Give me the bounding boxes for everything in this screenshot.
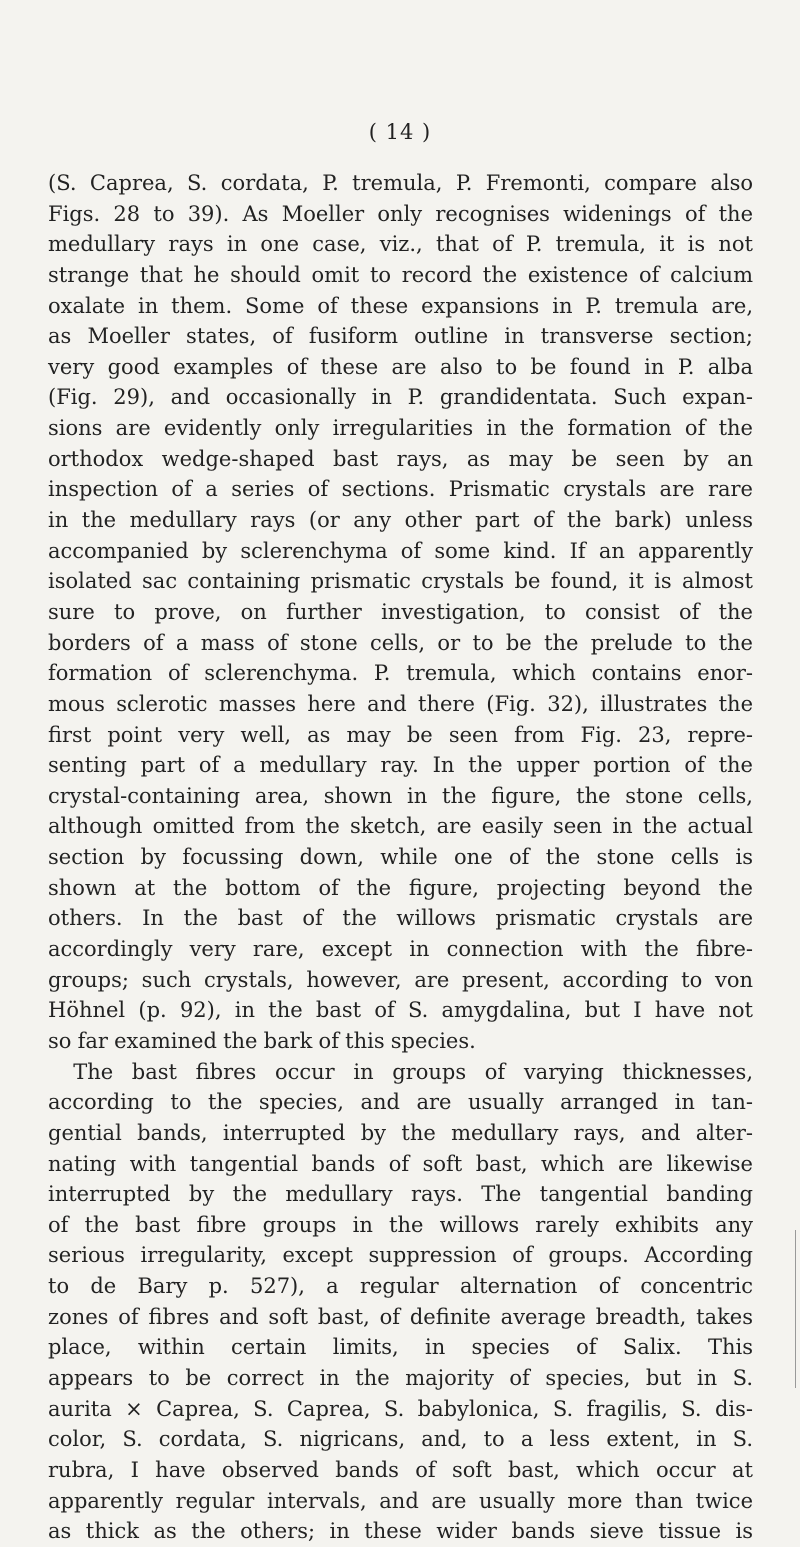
text-line: The bast fibres occur in groups of varying thicknesses,	[73, 1059, 753, 1084]
text-line: so far examined the bark of this species.	[48, 1028, 476, 1053]
text-line: medullary rays in one case, viz., that of P. tremula, it is not	[48, 232, 753, 257]
text-line: Figs. 28 to 39). As Moeller only recognises widenings of the	[48, 201, 753, 226]
text-line: as thick as the others; in these wider bands sieve tissue is	[48, 1519, 753, 1544]
text-line: as Moeller states, of fusiform outline in transverse section;	[48, 324, 753, 349]
text-line: gential bands, interrupted by the medullary rays, and alter-	[48, 1120, 753, 1145]
text-line: very good examples of these are also to be found in P. alba	[48, 354, 753, 379]
text-line: mous sclerotic masses here and there (Fig. 32), illustrates the	[48, 691, 753, 716]
text-line: Höhnel (p. 92), in the bast of S. amygdalina, but I have not	[48, 998, 753, 1023]
text-line: sure to prove, on further investigation, to consist of the	[48, 599, 753, 624]
text-line: accordingly very rare, except in connection with the fibre-	[48, 937, 753, 962]
text-line: according to the species, and are usually arranged in tan-	[48, 1090, 753, 1115]
text-line: zones of fibres and soft bast, of definite average breadth, takes	[48, 1304, 753, 1329]
text-line: nating with tangential bands of soft bast, which are likewise	[48, 1151, 753, 1176]
text-line: sions are evidently only irregularities in the formation of the	[48, 416, 753, 441]
text-line: senting part of a medullary ray. In the upper portion of the	[48, 753, 753, 778]
text-line: although omitted from the sketch, are easily seen in the actual	[48, 814, 753, 839]
text-line: place, within certain limits, in species of Salix. This	[48, 1335, 753, 1360]
text-line: crystal-containing area, shown in the figure, the stone cells,	[48, 783, 753, 808]
text-line: interrupted by the medullary rays. The tangential banding	[48, 1182, 753, 1207]
text-line: accompanied by sclerenchyma of some kind. If an apparently	[48, 538, 753, 563]
text-line: rubra, I have observed bands of soft bast, which occur at	[48, 1457, 753, 1482]
text-line: shown at the bottom of the figure, projecting beyond the	[48, 875, 753, 900]
text-line: groups; such crystals, however, are present, according to von	[48, 967, 753, 992]
body-text	[48, 168, 753, 1547]
page-number: ( 14 )	[368, 120, 432, 144]
text-line: borders of a mass of stone cells, or to be the prelude to the	[48, 630, 753, 655]
text-line: appears to be correct in the majority of species, but in S.	[48, 1365, 753, 1390]
text-line: others. In the bast of the willows prismatic crystals are	[48, 906, 753, 931]
text-line: (S. Caprea, S. cordata, P. tremula, P. Fremonti, compare also	[48, 171, 753, 195]
text-line: of the bast fibre groups in the willows rarely exhibits any	[48, 1212, 753, 1237]
text-line: apparently regular intervals, and are usually more than twice	[48, 1488, 753, 1513]
text-line: first point very well, as may be seen from Fig. 23, repre-	[48, 722, 753, 747]
page-edge	[795, 1230, 800, 1388]
text-line: strange that he should omit to record the existence of calcium	[48, 262, 753, 287]
text-line: orthodox wedge-shaped bast rays, as may be seen by an	[48, 446, 753, 471]
text-line: to de Bary p. 527), a regular alternation of concentric	[48, 1274, 753, 1299]
text-line: color, S. cordata, S. nigricans, and, to a less extent, in S.	[48, 1427, 753, 1452]
text-line: formation of sclerenchyma. P. tremula, which contains enor-	[48, 661, 753, 686]
text-line: (Fig. 29), and occasionally in P. grandidentata. Such expan-	[48, 385, 753, 410]
text-line: serious irregularity, except suppression of groups. According	[48, 1243, 753, 1268]
text-line: oxalate in them. Some of these expansions in P. tremula are,	[48, 293, 753, 318]
text-line: section by focussing down, while one of the stone cells is	[48, 845, 753, 870]
text-line: isolated sac containing prismatic crystals be found, it is almost	[48, 569, 753, 594]
text-line: inspection of a series of sections. Prismatic crystals are rare	[48, 477, 753, 502]
text-line: in the medullary rays (or any other part of the bark) unless	[48, 508, 753, 533]
text-line: aurita × Caprea, S. Caprea, S. babylonica, S. fragilis, S. dis-	[48, 1396, 753, 1421]
